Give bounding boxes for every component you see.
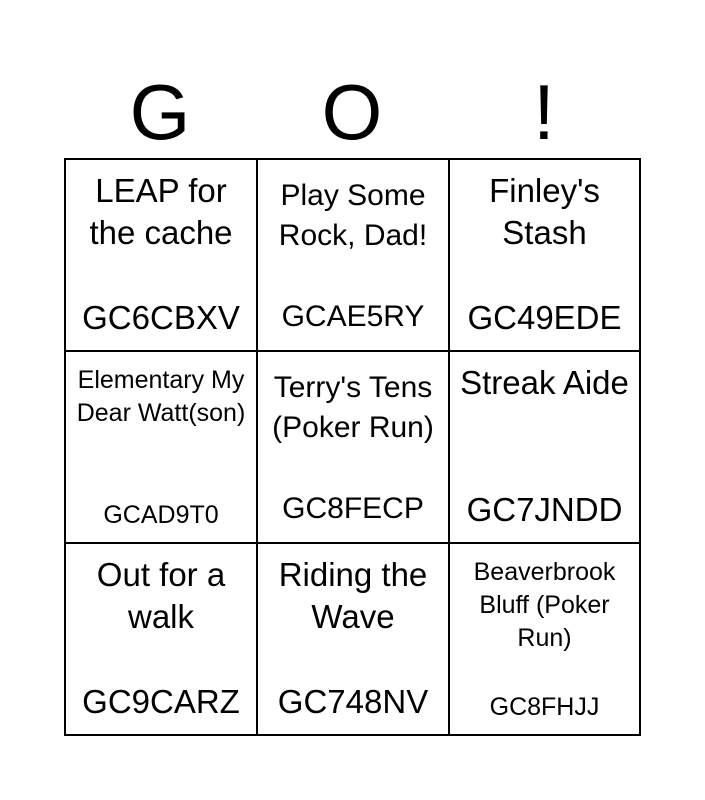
cell-code: GC8FHJJ: [489, 693, 600, 721]
bingo-cell[interactable]: [66, 544, 256, 734]
cell-title: Riding the Wave: [278, 556, 428, 635]
bingo-cell[interactable]: [258, 544, 448, 734]
bingo-header: [64, 66, 641, 158]
cell-title: Out for a walk: [96, 556, 226, 635]
bingo-cell[interactable]: [450, 352, 639, 542]
cell-code: GC9CARZ: [82, 683, 240, 720]
bingo-cell[interactable]: [66, 160, 256, 350]
cell-code: GC748NV: [277, 683, 429, 720]
cell-title: Finley's Stash: [489, 172, 600, 251]
cell-title: Play Some Rock, Dad!: [278, 179, 428, 252]
cell-title: Streak Aide: [460, 364, 629, 401]
header-letter-g: G: [129, 68, 191, 156]
header-letter-exclamation: !: [533, 68, 555, 156]
cell-title: Terry's Tens (Poker Run): [272, 371, 434, 444]
bingo-cell[interactable]: [450, 160, 639, 350]
bingo-grid: [64, 158, 641, 736]
bingo-cell[interactable]: [258, 160, 448, 350]
bingo-cell[interactable]: [258, 352, 448, 542]
bingo-cell[interactable]: [450, 544, 639, 734]
cell-title: LEAP for the cache: [89, 172, 233, 251]
cell-code: GC7JNDD: [466, 491, 623, 528]
cell-title: Elementary My Dear Watt(son): [76, 366, 246, 427]
cell-code: GCAE5RY: [281, 300, 425, 333]
cell-code: GC49EDE: [467, 299, 622, 336]
cell-code: GC6CBXV: [82, 299, 240, 336]
bingo-cell[interactable]: [66, 352, 256, 542]
cell-title: Beaverbrook Bluff (Poker Run): [473, 558, 616, 652]
cell-code: GCAD9T0: [103, 501, 219, 529]
cell-code: GC8FECP: [282, 492, 424, 525]
header-letter-o: O: [321, 68, 383, 156]
